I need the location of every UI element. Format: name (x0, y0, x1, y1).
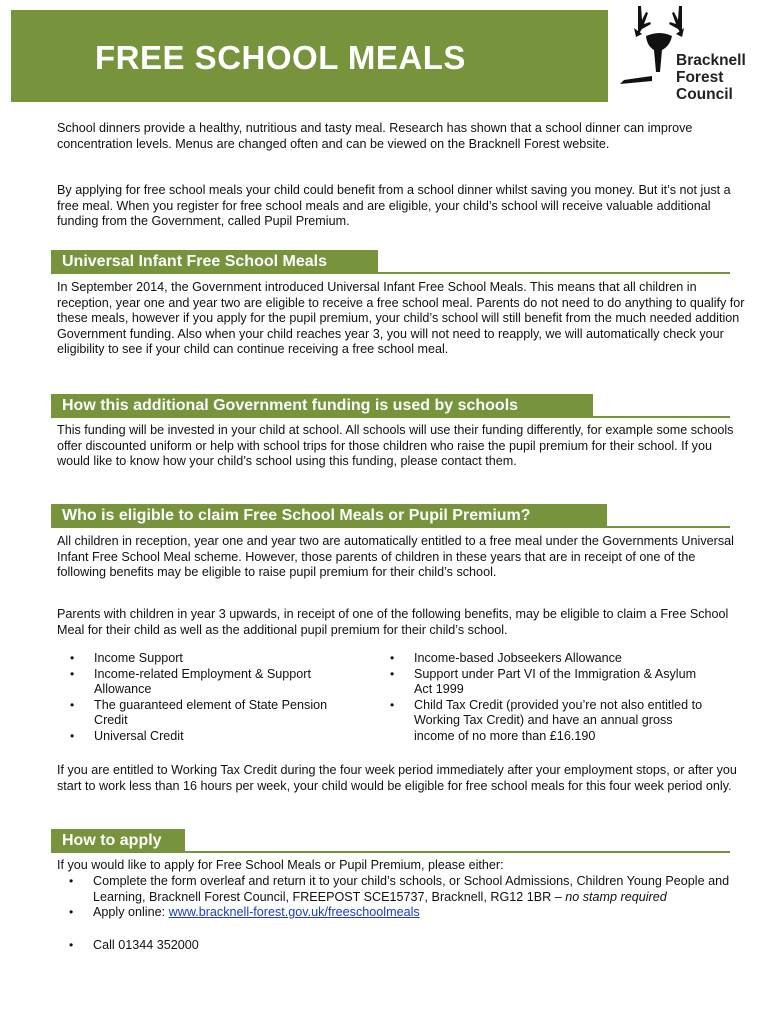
title-banner (11, 10, 608, 102)
apply-online-link[interactable]: www.bracknell-forest.gov.uk/freeschoolmeals (168, 905, 420, 920)
apply-online-label: Apply online: (93, 905, 169, 920)
section-rule (607, 526, 730, 528)
funding-body: This funding will be invested in your child at school. All schools will use their funding differently, for example some schools offer discounted uniform or help with school trips for those children who raise the pupil premium for their school. If you would like to know how your child’s school using this funding, please contact them. (57, 423, 734, 469)
benefits-list-left (57, 651, 377, 745)
logo-line-1: Bracknell (676, 52, 746, 69)
section-rule (378, 272, 730, 274)
section-heading-funding: How this additional Government funding is used by schools (51, 394, 593, 418)
list-item: • Income-related Employment & Support Allowance (57, 667, 344, 698)
section-heading-universal: Universal Infant Free School Meals (51, 250, 378, 274)
logo-line-2: Forest (676, 69, 724, 86)
list-item: • Income Support (57, 651, 377, 667)
benefits-list-right (377, 651, 717, 745)
eligible-paragraph-1: All children in reception, year one and year two are automatically entitled to a free meal under the Governments Universal Infant Free School Meal scheme. However, those parents of children in these years that are in receipt of one of the following benefits may be eligible to raise pupil premium for their child’s school. (57, 534, 734, 580)
section-rule (593, 416, 730, 418)
apply-option-online (56, 905, 746, 921)
intro-paragraph-1: School dinners provide a healthy, nutritious and tasty meal. Research has shown that a school dinner can improve concentration levels. Menus are changed often and can be viewed on the Bracknell Forest website. (57, 121, 693, 151)
logo-line-3: Council (676, 86, 733, 103)
list-item: • Universal Credit (57, 729, 377, 745)
section-rule (185, 851, 730, 853)
apply-options-list (56, 874, 746, 953)
apply-option-call: • Call 01344 352000 (56, 938, 746, 954)
no-stamp-note: – no stamp required (554, 889, 667, 904)
list-item: • Support under Part VI of the Immigration & Asylum Act 1999 (377, 667, 704, 698)
universal-body: In September 2014, the Government introduced Universal Infant Free School Meals. This means that all children in reception, year one and year two are eligible to receive a free school meal. Parents do not need to do anything to qualify for these meals, however if you apply for the pupil premium, your child’s school will still benefit from the much needed addition Government funding. Also when your child reaches year 3, you will not need to reapply, we will automatically check your eligibility to see if your child can continue receiving a free school meal. (57, 280, 745, 357)
apply-option-form (56, 874, 746, 905)
page-title: FREE SCHOOL MEALS (95, 39, 466, 76)
council-logo-text (676, 52, 746, 103)
section-heading-eligible: Who is eligible to claim Free School Meals or Pupil Premium? (51, 504, 607, 528)
list-item: • Child Tax Credit (provided you’re not also entitled to Working Tax Credit) and have an annual gross income of no more than £16.190 (377, 698, 714, 745)
apply-option-form-text: Complete the form overleaf and return it to your child’s schools, or School Admissions, Children Young People and Learning, Bracknell Forest Council, FREEPOST SCE15737, Bracknell, RG12 1BR (93, 874, 730, 904)
intro-paragraph-2: By applying for free school meals your child could benefit from a school dinner whilst saving you money. But it’s not just a free meal. When you register for free school meals and are eligible, your child’s school will receive valuable additional funding from the Government, called Pupil Premium. (57, 183, 731, 229)
eligible-paragraph-3: If you are entitled to Working Tax Credit during the four week period immediately after your employment stops, or after you start to work less than 16 hours per week, your child would be eligible for free school meals for this four week period only. (57, 763, 737, 793)
eligible-paragraph-2: Parents with children in year 3 upwards, in receipt of one of the following benefits, may be eligible to claim a Free School Meal for their child as well as the additional pupil premium for their child’s school. (57, 607, 729, 637)
list-item: • The guaranteed element of State Pension Credit (57, 698, 364, 729)
apply-intro: If you would like to apply for Free School Meals or Pupil Premium, please either: (57, 858, 504, 872)
list-item: • Income-based Jobseekers Allowance (377, 651, 717, 667)
section-heading-apply: How to apply (51, 829, 185, 853)
